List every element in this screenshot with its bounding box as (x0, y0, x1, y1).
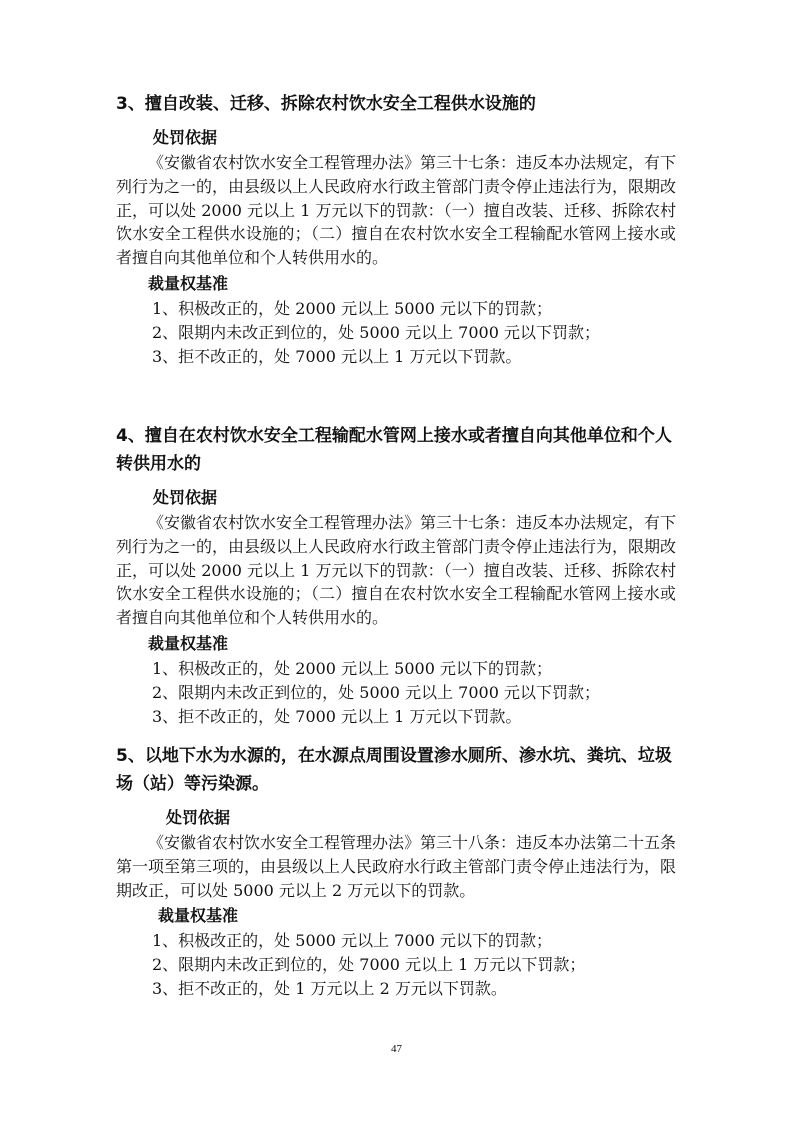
basis-text: 《安徽省农村饮水安全工程管理办法》第三十七条：违反本办法规定，有下列行为之一的，由县级以上人民政府水行政主管部门责令停止违法行为，限期改正，可以处 2000 元以上 1 万元以下的罚款：（一）擅自改装、迁移、拆除农村饮水安全工程供水设施的；（二）擅自在农村饮水安全工程输配水管网上接水或者擅自向其他单位和个人转供用水的。 (116, 513, 677, 628)
basis-text: 《安徽省农村饮水安全工程管理办法》第三十八条：违反本办法第二十五条第一项至第三项的，由县级以上人民政府水行政主管部门责令停止违法行为，限期改正，可以处 5000 元以上 2 万元以下的罚款。 (116, 833, 677, 900)
section-title: 3、擅自改装、迁移、拆除农村饮水安全工程供水设施的 (116, 94, 536, 114)
basis-text: 《安徽省农村饮水安全工程管理办法》第三十七条：违反本办法规定，有下列行为之一的，由县级以上人民政府水行政主管部门责令停止违法行为，限期改正，可以处 2000 元以上 1 万元以下的罚款：（一）擅自改装、迁移、拆除农村饮水安全工程供水设施的；（二）擅自在农村饮水安全工程输配水管网上接水或者擅自向其他单位和个人转供用水的。 (116, 153, 677, 268)
standard-item: 1、积极改正的，处 2000 元以上 5000 元以下的罚款； (152, 298, 552, 318)
section-5 (116, 742, 676, 1001)
standard-item: 2、限期内未改正到位的，处 7000 元以上 1 万元以下罚款； (152, 955, 586, 975)
section-3 (116, 90, 676, 369)
standard-item: 2、限期内未改正到位的，处 5000 元以上 7000 元以下罚款； (152, 322, 600, 342)
standard-heading: 裁量权基准 (148, 633, 229, 653)
section-4 (116, 422, 676, 729)
standard-heading: 裁量权基准 (158, 906, 239, 926)
standard-item: 1、积极改正的，处 2000 元以上 5000 元以下的罚款； (152, 658, 552, 678)
standard-item: 3、拒不改正的，处 7000 元以上 1 万元以下罚款。 (152, 706, 522, 726)
standard-item: 3、拒不改正的，处 7000 元以上 1 万元以下罚款。 (152, 346, 522, 366)
page-number: 47 (391, 1043, 402, 1055)
standard-item: 1、积极改正的，处 5000 元以上 7000 元以下的罚款； (152, 931, 552, 951)
section-title: 5、以地下水为水源的，在水源点周围设置渗水厕所、渗水坑、粪坑、垃圾场（站）等污染源。 (116, 746, 672, 794)
basis-heading: 处罚依据 (153, 128, 218, 147)
basis-heading: 处罚依据 (153, 488, 218, 507)
standard-item: 3、拒不改正的，处 1 万元以上 2 万元以下罚款。 (152, 979, 507, 999)
standard-heading: 裁量权基准 (148, 273, 229, 293)
standard-item: 2、限期内未改正到位的，处 5000 元以上 7000 元以下罚款； (152, 682, 600, 702)
basis-heading: 处罚依据 (166, 808, 231, 827)
section-title: 4、擅自在农村饮水安全工程输配水管网上接水或者擅自向其他单位和个人转供用水的 (116, 426, 672, 474)
